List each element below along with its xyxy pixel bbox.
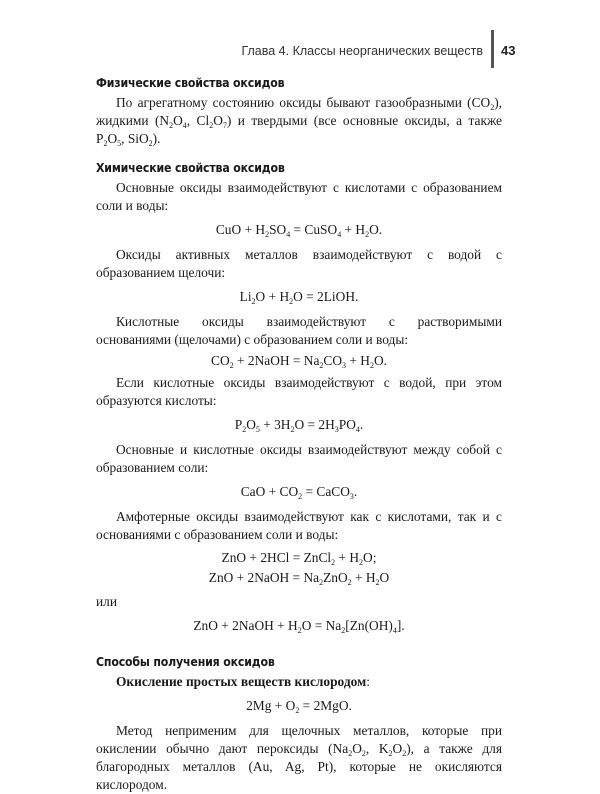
equation-mg: $2Mg + O_2 = 2MgO$.	[246, 698, 352, 715]
page-content	[96, 70, 502, 794]
equation-zno-naoh-h2o: ZnO + 2NaOH + $H_2O = Na_2[Zn(OH)_4]$.	[193, 618, 405, 635]
paragraph-acidic-oxides-water: Если кислотные оксиды взаимодействуют с водой, при этом образуются кислоты:	[96, 375, 502, 408]
chapter-title: Глава 4. Классы неорганических веществ	[241, 44, 483, 58]
page-header	[0, 0, 600, 80]
page-number: 43	[501, 43, 516, 58]
heading-physical-properties: Физические свойства оксидов	[96, 75, 285, 90]
paragraph-basic-oxides-acids: Основные оксиды взаимодействуют с кислотами с образованием соли и воды:	[96, 180, 502, 213]
heading-obtaining-methods: Способы получения оксидов	[96, 654, 275, 669]
paragraph-method-limitations: Метод неприменим для щелочных металлов, которые при окислении обычно дают пероксиды ($Na_2O_2$, $K_2O_2$), а также для благородных металлов (Au, Ag, Pt), которые не окисляются кислородом.	[96, 723, 502, 792]
paragraph-amphoteric-oxides: Амфотерные оксиды взаимодействуют как с кислотами, так и с основаниями с образованием соли и воды:	[96, 509, 502, 542]
paragraph-basic-acidic-oxides: Основные и кислотные оксиды взаимодействуют между собой с образованием соли:	[96, 442, 502, 475]
paragraph-acidic-oxides-bases: Кислотные оксиды взаимодействуют с растворимыми основаниями (щелочами) с образованием соли и воды:	[96, 314, 502, 347]
heading-chemical-properties: Химические свойства оксидов	[96, 160, 285, 175]
or-text: или	[96, 594, 118, 609]
equation-cao: CaO + $CO_2$ = CaCO$_3$.	[240, 484, 358, 501]
equation-cuo: CuO + $H_2SO_4$ = CuSO$_4$ + $H_2O$.	[215, 222, 383, 239]
equation-co2: $CO_2$ + 2NaOH = $Na_2CO_3 + H_2O$.	[211, 353, 387, 370]
header-divider	[491, 30, 494, 68]
subheading-oxidation: Окисление простых веществ кислородом:	[116, 674, 370, 689]
paragraph-active-metal-oxides: Оксиды активных металлов взаимодействуют с водой с образованием щелочи:	[96, 247, 502, 280]
equation-p2o5: $P_2O_5 + 3H_2O = 2H_3PO_4$.	[234, 417, 364, 434]
equation-li2o: $Li_2O + H_2O$ = 2LiOH.	[239, 289, 359, 306]
paragraph-physical-states: По агрегатному состоянию оксиды бывают газообразными $(CO_2)$, жидкими ($N_2O_4$, $Cl_2O_7$) и твердыми (все основные оксиды, а также $P_2O_5$, SiO$_2$).	[96, 95, 502, 148]
equation-zno-hcl: ZnO + 2HCl = ZnCl$_2$ + $H_2O$;	[221, 550, 377, 567]
equation-zno-naoh: ZnO + 2NaOH = $Na_2ZnO_2 + H_2O$	[208, 570, 390, 587]
